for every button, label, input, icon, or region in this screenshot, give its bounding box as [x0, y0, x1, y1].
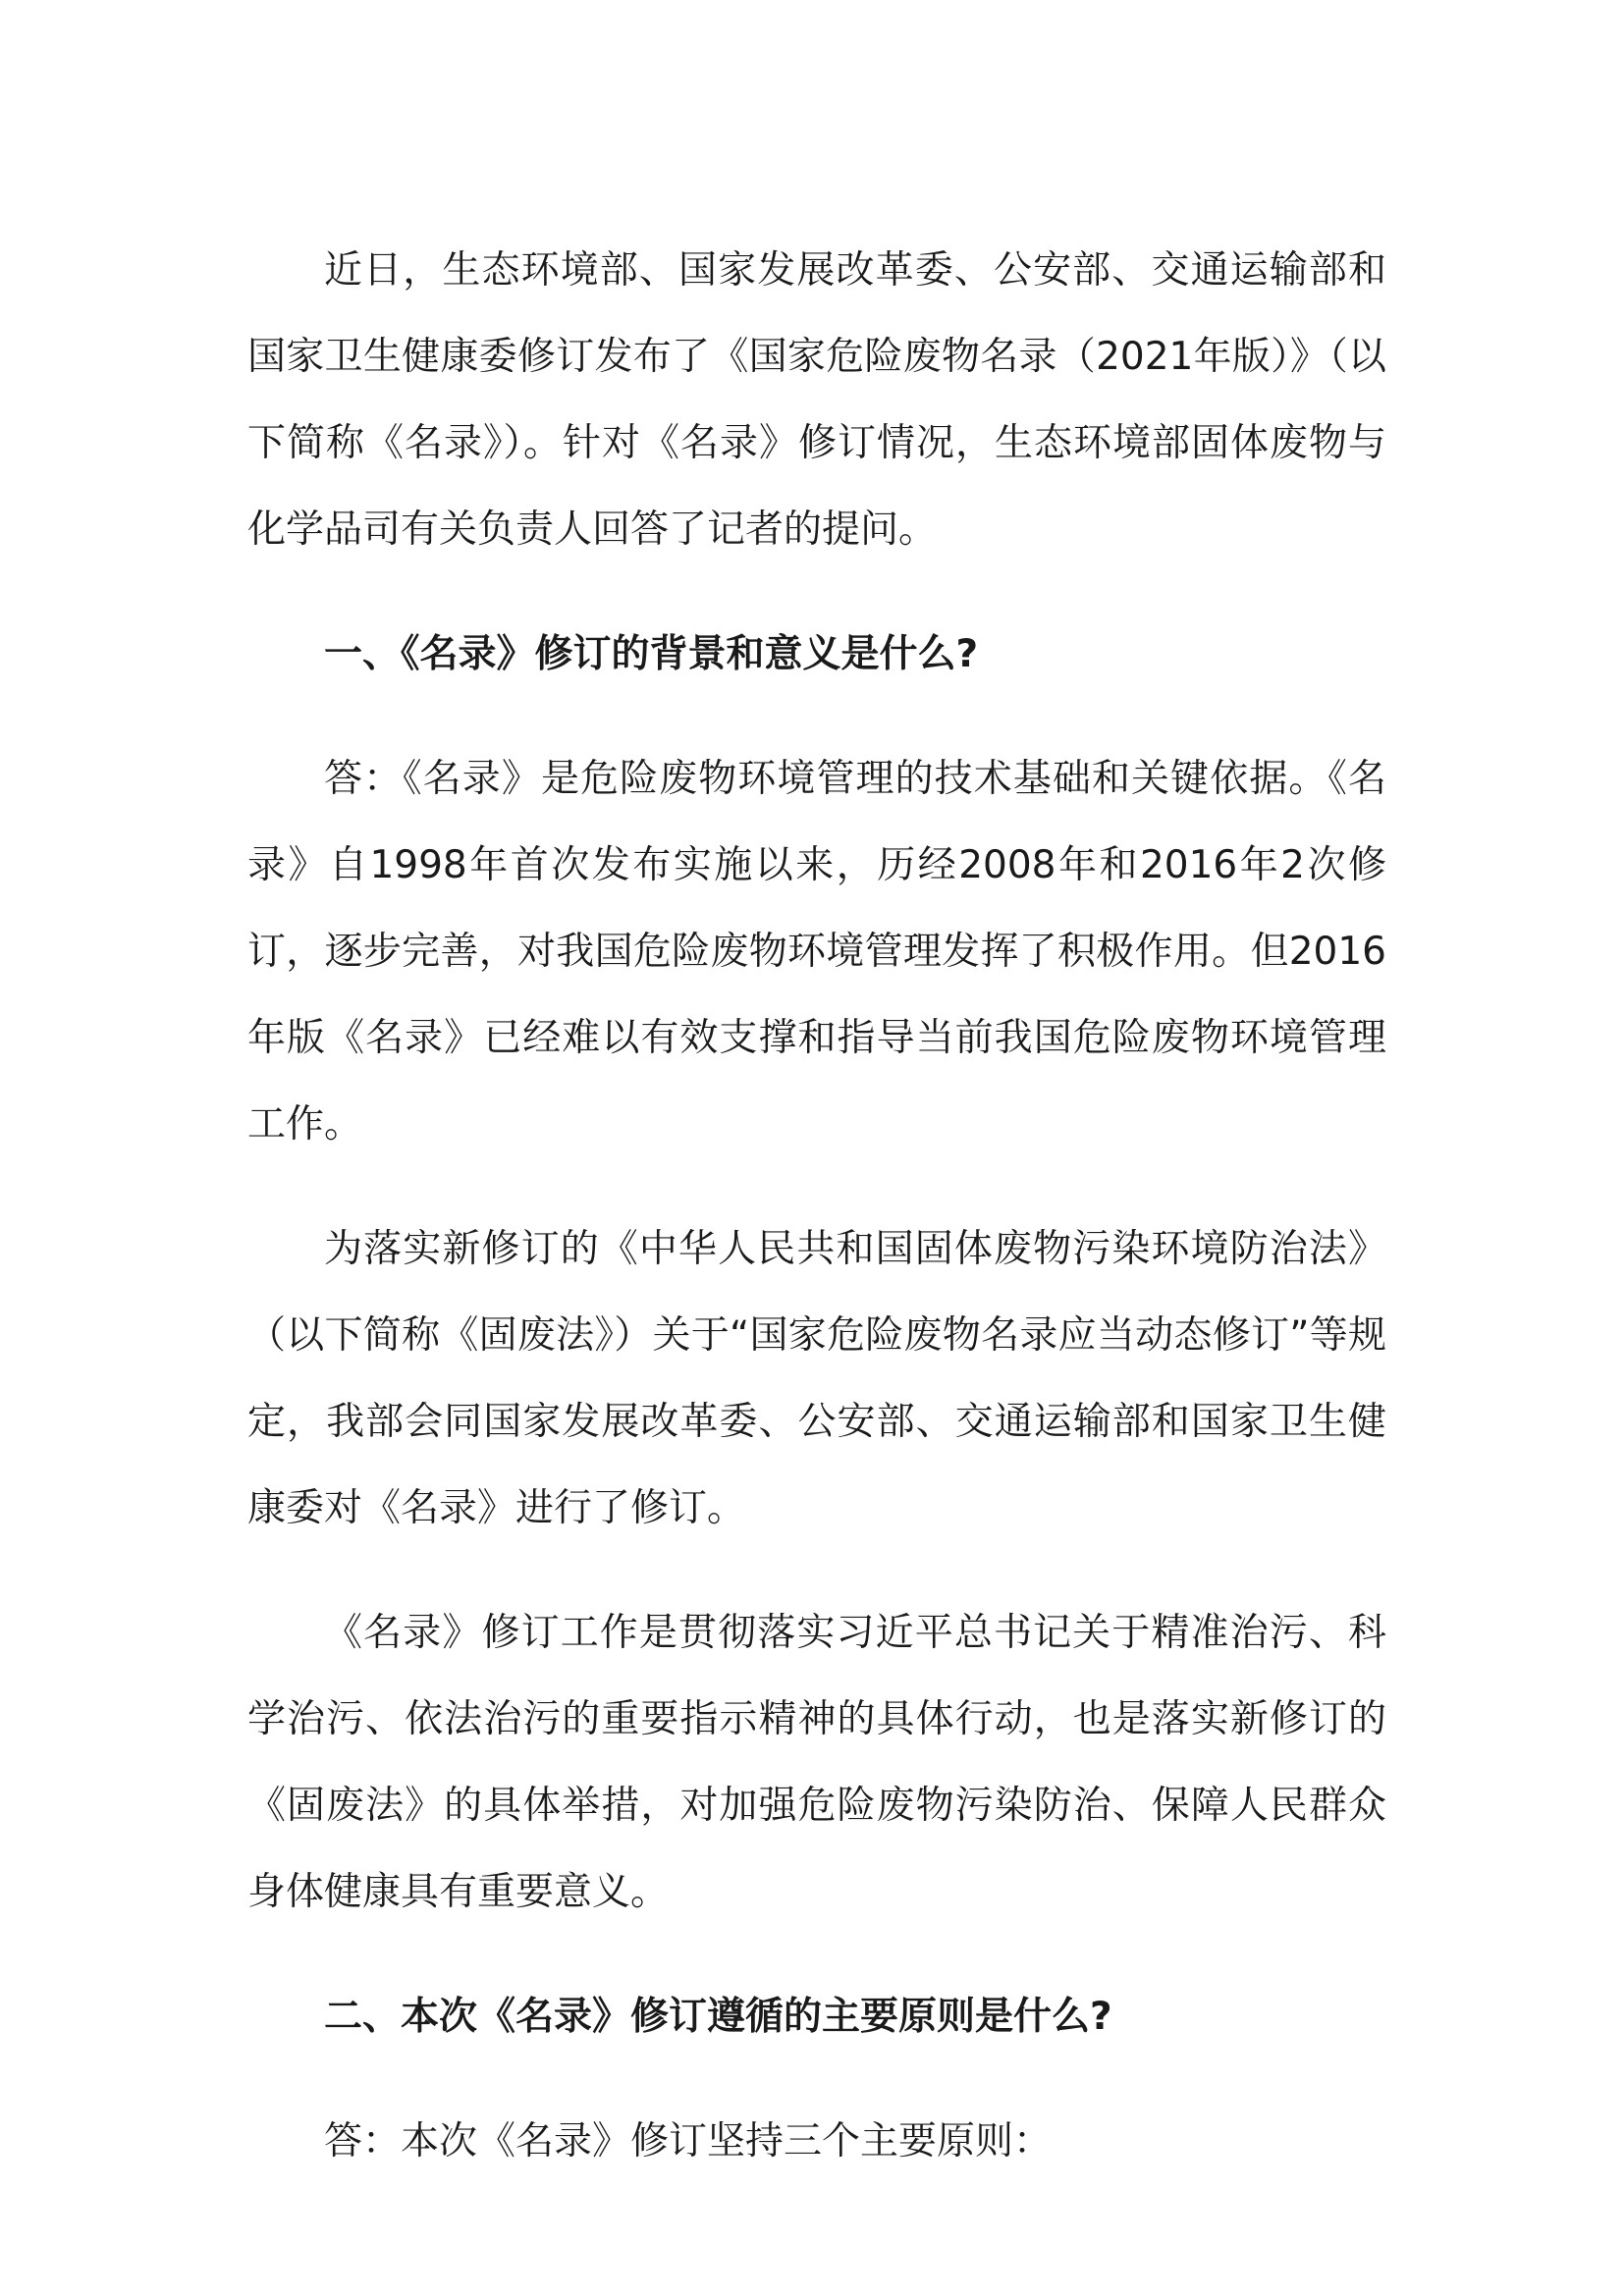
section-heading-principles: 二、本次《名录》修订遵循的主要原则是什么?: [324, 1995, 1112, 2039]
section-heading-background: 一、《名录》修订的背景和意义是什么?: [324, 632, 979, 676]
paragraph-significance: 《名录》修订工作是贯彻落实习近平总书记关于精准治污、科学治污、依法治污的重要指示精神的具体行动，也是落实新修订的《固废法》的具体举措，对加强危险废物污染防治、保障人民群众身体健康具有重要意义。: [247, 1611, 1386, 1914]
document-body: [247, 228, 1386, 2185]
paragraph-legal-basis: 为落实新修订的《中华人民共和国固体废物污染环境防治法》（以下简称《固废法》）关于“国家危险废物名录应当动态修订”等规定，我部会同国家发展改革委、公安部、交通运输部和国家卫生健康委对《名录》进行了修订。: [247, 1227, 1386, 1530]
answer-paragraph-principles: 答：本次《名录》修订坚持三个主要原则：: [324, 2119, 1053, 2163]
answer-paragraph-background: 答：《名录》是危险废物环境管理的技术基础和关键依据。《名录》自1998年首次发布实施以来，历经2008年和2016年2次修订，逐步完善，对我国危险废物环境管理发挥了积极作用。但2016年版《名录》已经难以有效支撑和指导当前我国危险废物环境管理工作。: [247, 757, 1386, 1147]
intro-paragraph: 近日，生态环境部、国家发展改革委、公安部、交通运输部和国家卫生健康委修订发布了《国家危险废物名录（2021年版）》（以下简称《名录》）。针对《名录》修订情况，生态环境部固体废物与化学品司有关负责人回答了记者的提问。: [247, 248, 1386, 552]
